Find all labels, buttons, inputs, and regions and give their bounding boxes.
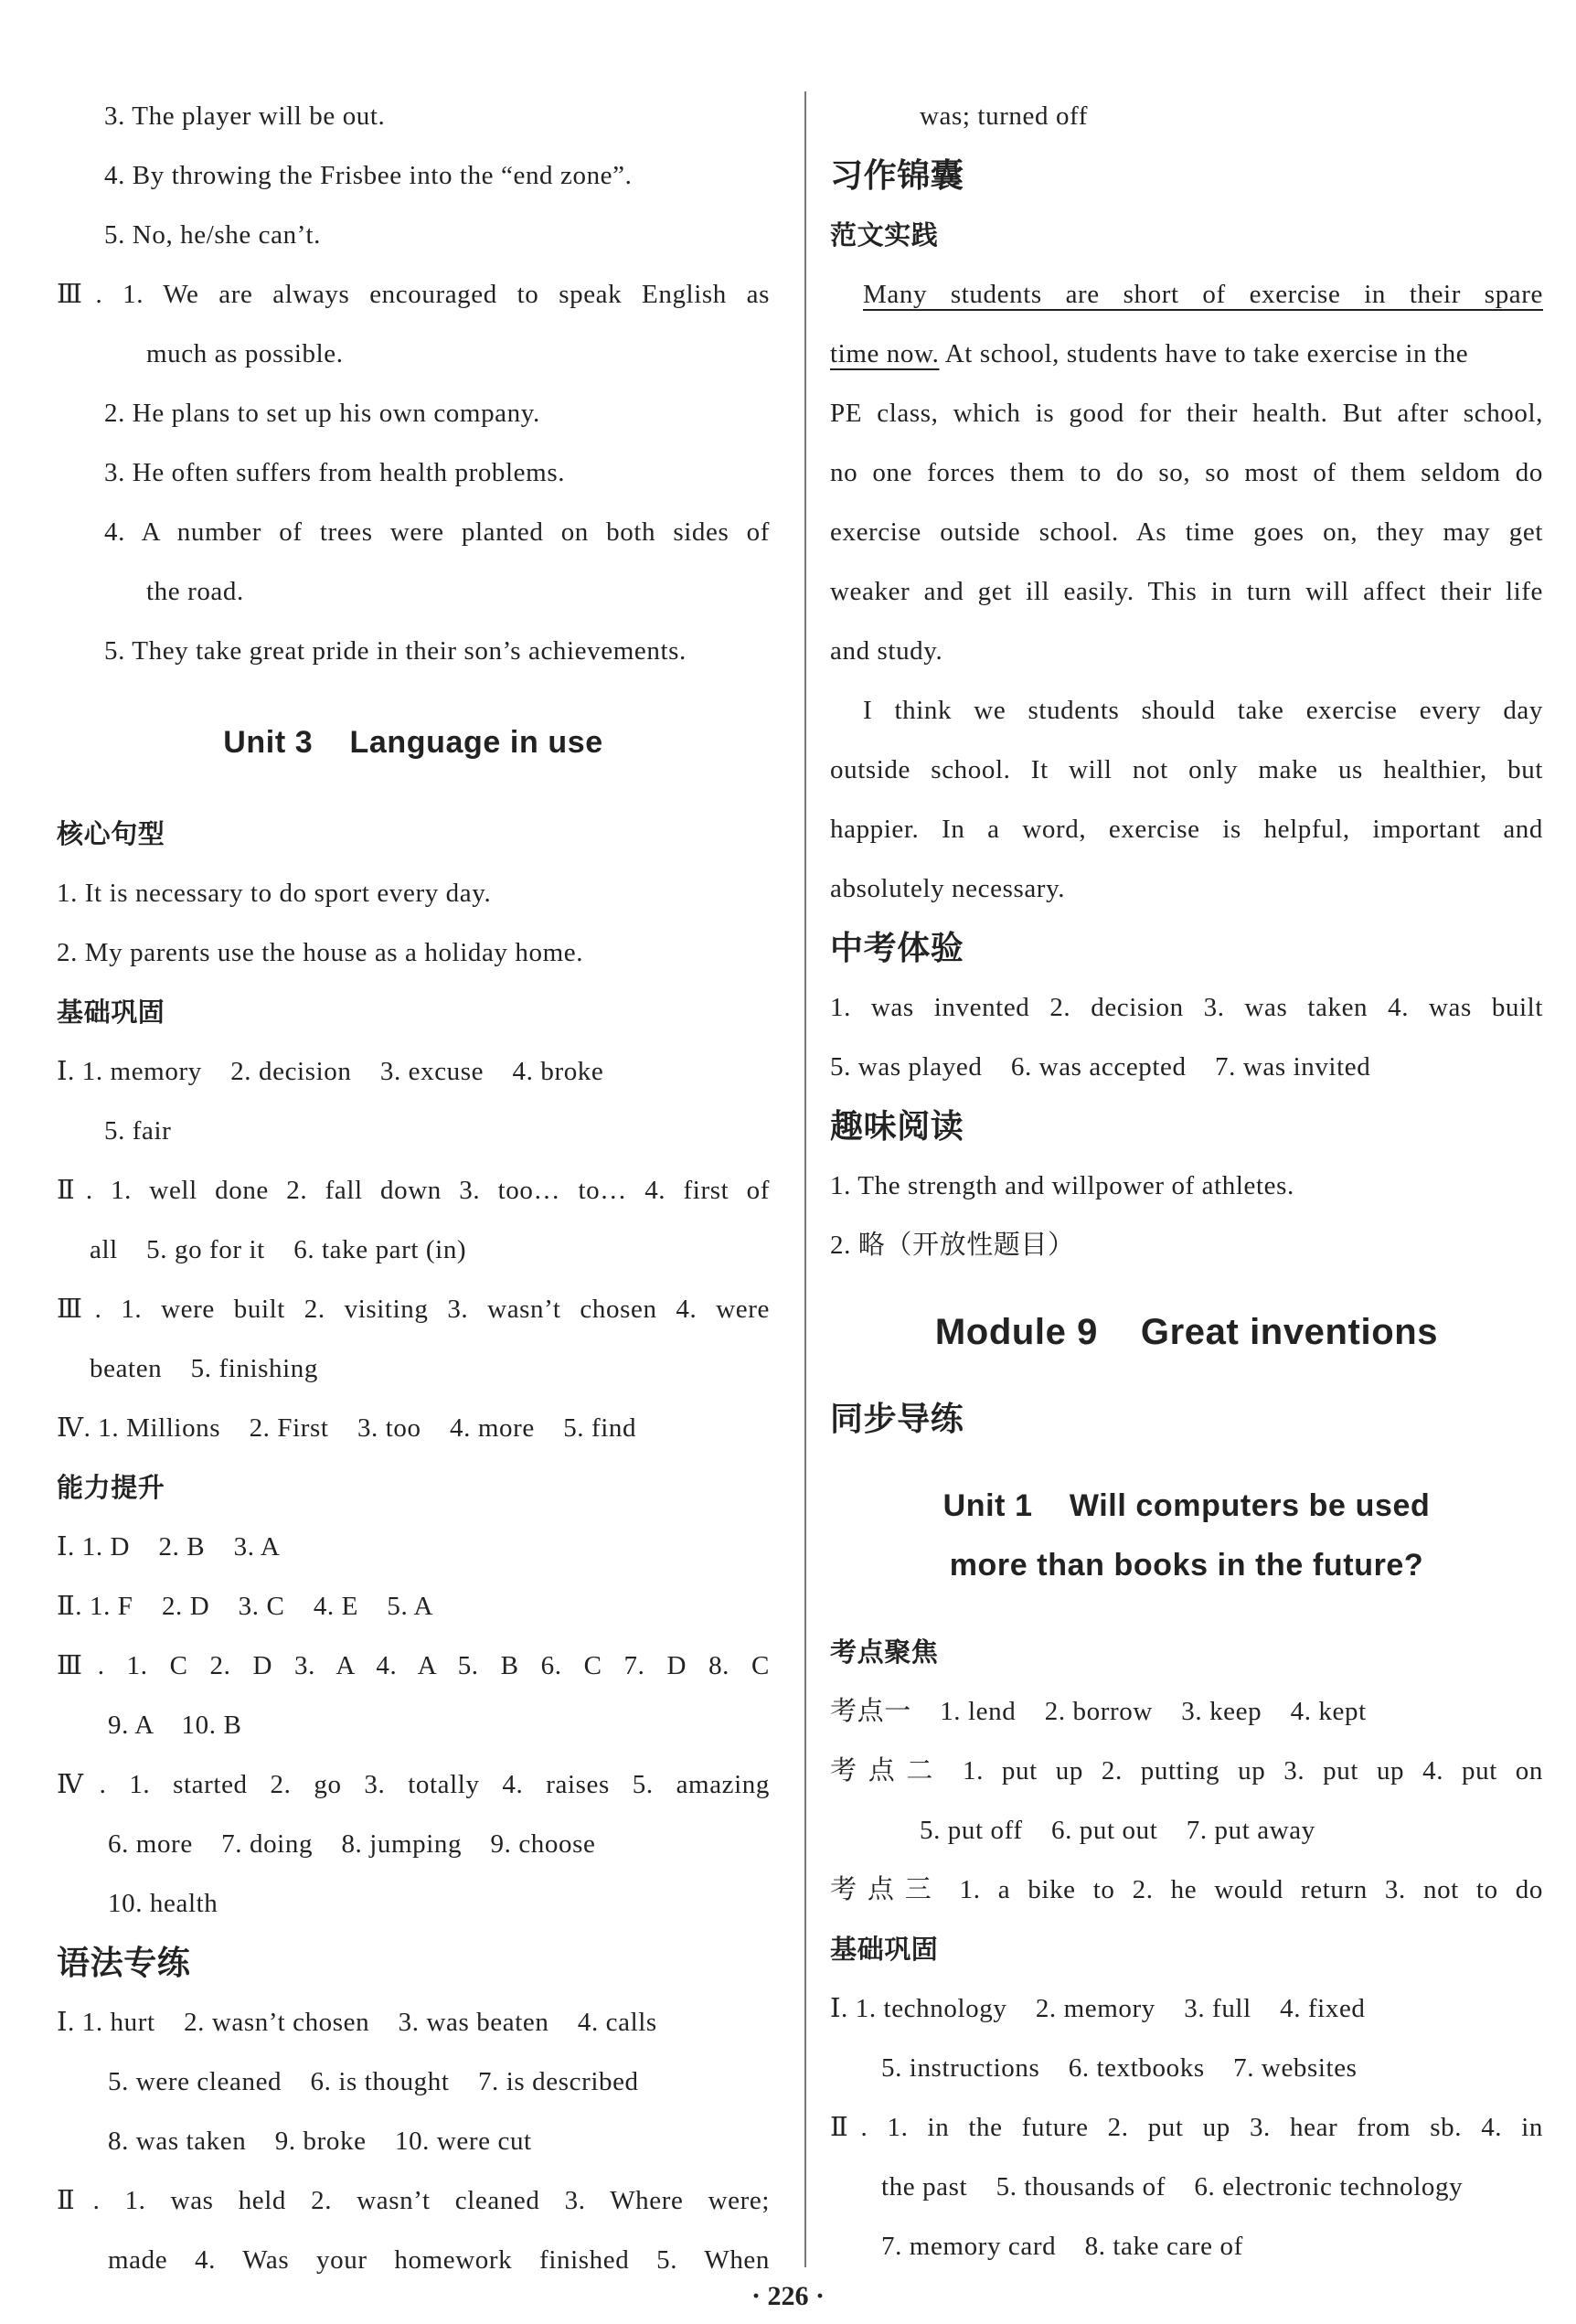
section-heading: 能力提升: [57, 1472, 165, 1503]
answer-line: Ⅰ. 1. technology 2. memory 3. full 4. fixed: [830, 1994, 1366, 2023]
answer-line: Ⅲ. 1. We are always encouraged to speak English as: [57, 280, 770, 309]
section-heading: 范文实践: [830, 219, 939, 251]
column-divider: [804, 91, 806, 2267]
answer-line: was; turned off: [920, 101, 1089, 131]
section-heading: 中考体验: [830, 930, 964, 967]
line-rest: At school, students have to take exercise in the: [939, 339, 1469, 368]
section-heading: 同步导练: [830, 1401, 964, 1438]
section-title: Unit 1 Will computers be used: [942, 1488, 1431, 1523]
answer-line: 1. The strength and willpower of athletes.: [830, 1171, 1294, 1200]
section-title: Module 9 Great inventions: [934, 1312, 1439, 1352]
answer-line: 9. A 10. B: [108, 1711, 242, 1740]
answer-line: absolutely necessary.: [830, 874, 1066, 903]
answer-line: 5. put off 6. put out 7. put away: [920, 1816, 1315, 1845]
answer-line: 2. My parents use the house as a holiday home.: [57, 938, 584, 967]
answer-line: exercise outside school. As time goes on, they may get: [830, 517, 1543, 547]
answer-line: the past 5. thousands of 6. electronic technology: [881, 2172, 1464, 2201]
answer-line: all 5. go for it 6. take part (in): [90, 1235, 467, 1264]
answer-line: and study.: [830, 636, 943, 666]
answer-line: beaten 5. finishing: [90, 1354, 318, 1383]
answer-line: 6. more 7. doing 8. jumping 9. choose: [108, 1829, 596, 1859]
answer-line: 5. They take great pride in their son’s achievements.: [104, 636, 687, 666]
section-heading: 语法专练: [57, 1945, 191, 1982]
answer-line: 5. fair: [104, 1116, 172, 1146]
answer-line: outside school. It will not only make us healthier, but: [830, 755, 1543, 784]
answer-line: 7. memory card 8. take care of: [881, 2232, 1243, 2261]
section-heading: 基础巩固: [57, 997, 165, 1028]
answer-line: [830, 325, 1543, 384]
answer-line: weaker and get ill easily. This in turn will affect their life: [830, 577, 1543, 606]
section-heading: 考点聚焦: [830, 1636, 939, 1668]
answer-line: 2. 略（开放性题目）: [830, 1231, 1075, 1260]
section-title: more than books in the future?: [949, 1548, 1424, 1583]
answer-line: 考点二 1. put up 2. putting up 3. put up 4. put on: [830, 1756, 1543, 1786]
answer-line: Ⅰ. 1. D 2. B 3. A: [57, 1532, 281, 1562]
answer-line: made 4. Was your homework finished 5. When: [108, 2245, 770, 2275]
answer-line: 10. health: [108, 1889, 218, 1918]
answer-line: Ⅳ. 1. started 2. go 3. totally 4. raises 5. amazing: [57, 1770, 770, 1799]
answer-line: 5. instructions 6. textbooks 7. websites: [881, 2053, 1358, 2083]
answer-line: 1. It is necessary to do sport every day.: [57, 879, 492, 908]
answer-line: the road.: [146, 577, 244, 606]
answer-line: 3. The player will be out.: [104, 101, 386, 131]
answer-line: 4. By throwing the Frisbee into the “end zone”.: [104, 161, 633, 190]
section-heading: 习作锦囊: [830, 157, 964, 195]
left-column: [57, 87, 770, 2290]
answer-line: I think we students should take exercise every day: [863, 696, 1543, 725]
answer-line: 2. He plans to set up his own company.: [104, 399, 540, 428]
answer-line: no one forces them to do so, so most of them seldom do: [830, 458, 1543, 487]
answer-line: 5. were cleaned 6. is thought 7. is described: [108, 2067, 639, 2096]
answer-line: Ⅱ. 1. F 2. D 3. C 4. E 5. A: [57, 1592, 434, 1621]
underlined-phrase: time now.: [830, 339, 940, 368]
answer-line: 4. A number of trees were planted on both sides of: [104, 517, 770, 547]
underlined-sentence: Many students are short of exercise in their spare: [863, 280, 1543, 309]
answer-line: 3. He often suffers from health problems.: [104, 458, 566, 487]
answer-line: Ⅲ. 1. were built 2. visiting 3. wasn’t chosen 4. were: [57, 1295, 770, 1324]
answer-line: 5. was played 6. was accepted 7. was invited: [830, 1052, 1371, 1082]
answer-line: happier. In a word, exercise is helpful, important and: [830, 815, 1543, 844]
answer-line: Ⅱ. 1. was held 2. wasn’t cleaned 3. Where were;: [57, 2186, 770, 2215]
answer-line: 1. was invented 2. decision 3. was taken 4. was built: [830, 993, 1543, 1022]
answer-line: Ⅱ. 1. well done 2. fall down 3. too… to… 4. first of: [57, 1176, 770, 1205]
answer-line: 5. No, he/she can’t.: [104, 220, 321, 250]
section-heading: 核心句型: [57, 818, 165, 849]
answer-line: 考点一 1. lend 2. borrow 3. keep 4. kept: [830, 1697, 1367, 1726]
answer-line: Ⅳ. 1. Millions 2. First 3. too 4. more 5. find: [57, 1413, 637, 1443]
answer-line: 8. was taken 9. broke 10. were cut: [108, 2127, 532, 2156]
page-number: · 226 ·: [751, 2281, 825, 2311]
answer-line: Ⅰ. 1. memory 2. decision 3. excuse 4. broke: [57, 1057, 604, 1086]
answer-line: [830, 265, 1543, 325]
answer-line: Ⅲ. 1. C 2. D 3. A 4. A 5. B 6. C 7. D 8. C: [57, 1651, 770, 1680]
section-heading: 趣味阅读: [830, 1108, 964, 1146]
section-heading: 基础巩固: [830, 1934, 939, 1965]
answer-line: Ⅰ. 1. hurt 2. wasn’t chosen 3. was beaten 4. calls: [57, 2008, 657, 2037]
answer-line: Ⅱ. 1. in the future 2. put up 3. hear from sb. 4. in: [830, 2113, 1543, 2142]
answer-line: PE class, which is good for their health. But after school,: [830, 399, 1543, 428]
section-title: Unit 3 Language in use: [223, 725, 603, 760]
answer-line: much as possible.: [146, 339, 344, 368]
right-column: [830, 87, 1543, 2276]
answer-line: 考点三 1. a bike to 2. he would return 3. not to do: [830, 1875, 1543, 1904]
